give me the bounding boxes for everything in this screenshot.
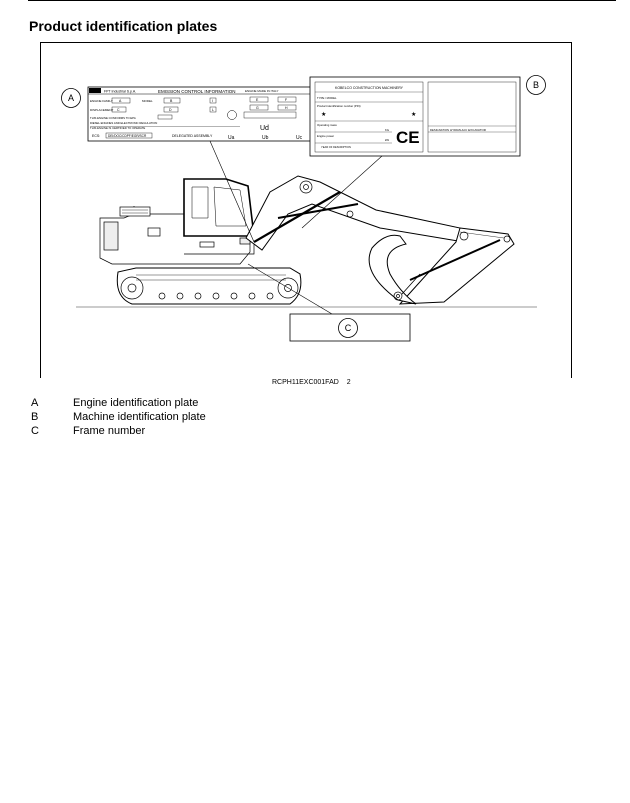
engine-plate-line-3: THIS ENGINE IS CERTIFIED TO OPERATE	[90, 126, 146, 130]
box-b: B	[170, 99, 173, 103]
legend-row	[31, 410, 206, 424]
engine-family-label: ENGINE FAMILY	[90, 99, 113, 103]
box-c: C	[117, 108, 120, 112]
model-label: MODEL	[142, 99, 153, 103]
callout-a	[62, 89, 81, 108]
engine-plate-ua: Ua	[228, 135, 235, 141]
page-title: Product identification plates	[29, 18, 218, 34]
callout-b-label: B	[532, 80, 540, 90]
machine-identification-plate	[310, 77, 520, 156]
box-a: A	[119, 99, 122, 103]
machine-plate-type-row: TYPE / MODEL	[317, 96, 337, 100]
legend-letter: B	[31, 411, 39, 423]
machine-plate-kw-unit: kW	[385, 138, 390, 142]
legend-letter: A	[31, 397, 39, 409]
callout-b	[527, 76, 546, 95]
pin-star-right-icon: ★	[411, 112, 417, 118]
engine-plate-made-in: ENGINE MADE IN ITALY	[245, 89, 279, 93]
ecs-value: DEI/DOC/CDPF/EGR/SCR	[108, 134, 147, 138]
legend-text: Machine identification plate	[73, 411, 206, 423]
figure-caption-code: RCPH11EXC001FAD	[272, 379, 339, 386]
pin-star-left-icon: ★	[321, 112, 327, 118]
displacement-label: DISPLACEMENT	[90, 108, 114, 112]
engine-plate-ud: Ud	[260, 125, 269, 132]
box-l: L	[212, 108, 214, 112]
machine-plate-power-row: Engine power	[317, 134, 335, 138]
figure-caption-number: 2	[346, 379, 351, 386]
machine-plate-pin-row: Product identification number (PIN)	[317, 104, 361, 108]
engine-plate-uc: Uc	[296, 135, 303, 141]
callout-a-label: A	[67, 93, 75, 103]
machine-plate-maker: KOBELCO CONSTRUCTION MACHINERY	[335, 86, 403, 90]
delegated-assembly-label: DELEGATED ASSEMBLY	[172, 134, 213, 138]
legend	[31, 396, 206, 438]
engine-plate-line-1: THIS ENGINE CONFORMS TO EPA	[90, 116, 136, 120]
legend-row	[31, 396, 206, 410]
engine-plate-ub: Ub	[262, 135, 269, 141]
legend-row	[31, 424, 206, 438]
machine-plate-mass-row: Operating mass	[317, 123, 337, 127]
engine-plate-header: EMISSION CONTROL INFORMATION	[158, 89, 236, 94]
callout-c-label: C	[344, 323, 352, 333]
box-g: G	[256, 106, 259, 110]
legend-text: Frame number	[73, 425, 146, 437]
engine-identification-plate	[88, 87, 312, 141]
box-h: H	[285, 106, 288, 110]
designation-label: DESIGNATION	[430, 128, 450, 132]
engine-plate-maker: FPT Industrial S.p.A.	[104, 89, 137, 94]
machine-plate-year-row: YEAR OF DESCRIPTION	[321, 146, 351, 149]
box-e: E	[256, 98, 259, 102]
ecs-label: ECS:	[92, 134, 101, 138]
box-i: I	[212, 99, 213, 103]
legend-letter: C	[31, 425, 39, 437]
frame-number-box	[290, 314, 410, 341]
excavator-illustration	[100, 176, 514, 304]
legend-text: Engine identification plate	[73, 397, 199, 409]
ce-mark-icon: CE	[396, 128, 420, 147]
box-f: F	[285, 98, 288, 102]
engine-plate-line-2: DIESEL ENGINES AND ELECTRONIC REGULATION	[90, 121, 158, 125]
machine-plate-kg-unit: KG	[385, 128, 390, 132]
figure-caption	[272, 379, 351, 386]
designation-value: HYDRAULIC EXCAVATOR	[450, 128, 486, 132]
identification-plates-figure	[40, 42, 572, 378]
top-rule	[28, 0, 616, 1]
box-d: D	[169, 108, 172, 112]
